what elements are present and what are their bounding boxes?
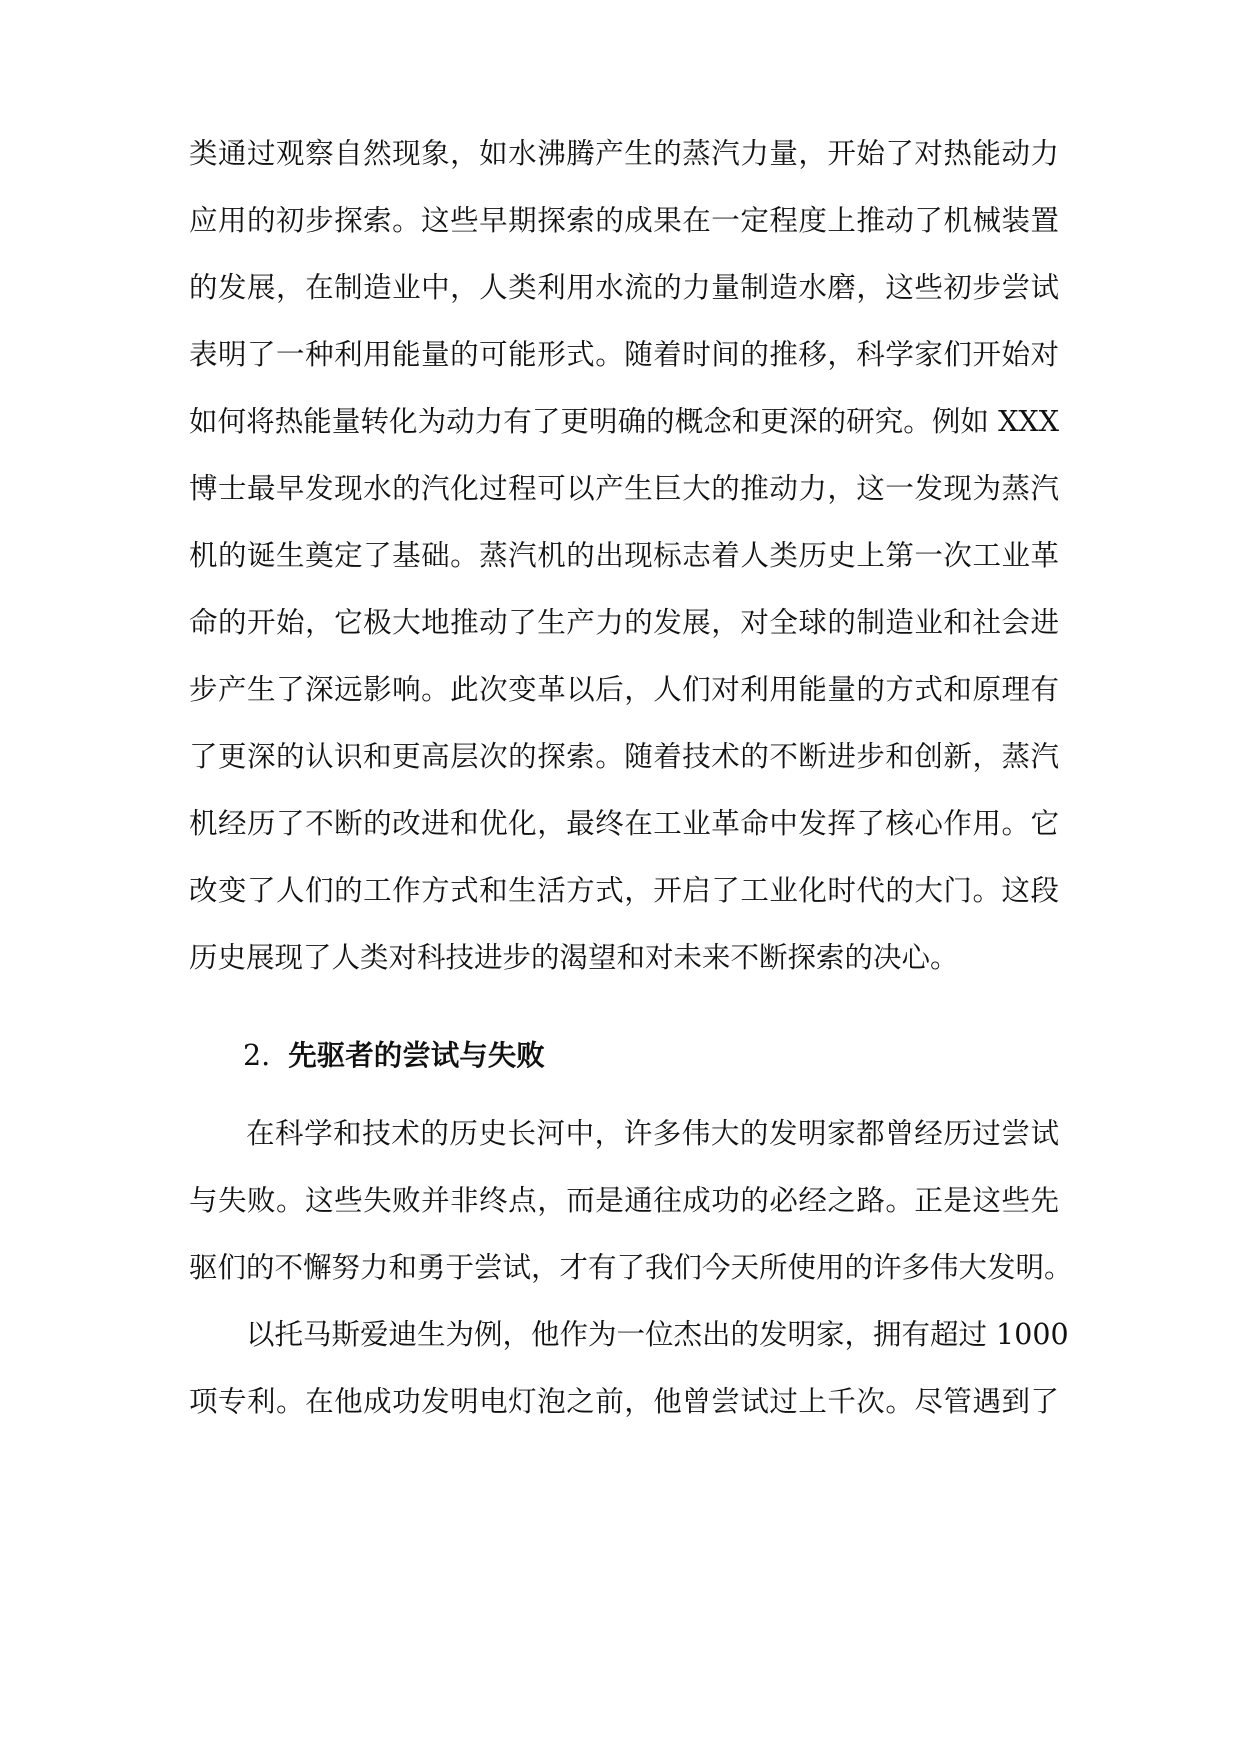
paragraph-1-line-11: 机经历了不断的改进和优化，最终在工业革命中发挥了核心作用。它 [189,807,1059,840]
section-title: 先驱者的尝试与失败 [288,1039,545,1072]
section-number: 2. [243,1039,271,1072]
paragraph-1-line-4: 表明了一种利用能量的可能形式。随着时间的推移，科学家们开始对 [189,338,1059,371]
paragraph-3-line-2: 项专利。在他成功发明电灯泡之前，他曾尝试过上千次。尽管遇到了 [189,1385,1059,1418]
section-heading [243,1036,545,1076]
paragraph-2-line-3: 驱们的不懈努力和勇于尝试，才有了我们今天所使用的许多伟大发明。 [189,1251,1073,1284]
paragraph-1-line-7: 机的诞生奠定了基础。蒸汽机的出现标志着人类历史上第一次工业革 [189,539,1059,572]
paragraph-1-line-13: 历史展现了人类对科技进步的渴望和对未来不断探索的决心。 [189,941,959,974]
paragraph-1-line-3: 的发展，在制造业中，人类利用水流的力量制造水磨，这些初步尝试 [189,271,1059,304]
paragraph-1-line-6: 博士最早发现水的汽化过程可以产生巨大的推动力，这一发现为蒸汽 [189,472,1059,505]
paragraph-3-line-1: 以托马斯爱迪生为例，他作为一位杰出的发明家，拥有超过 1000 [246,1318,1069,1351]
paragraph-2-line-2: 与失败。这些失败并非终点，而是通往成功的必经之路。正是这些先 [189,1184,1059,1217]
paragraph-1-line-10: 了更深的认识和更高层次的探索。随着技术的不断进步和创新，蒸汽 [189,740,1059,773]
paragraph-1-line-8: 命的开始，它极大地推动了生产力的发展，对全球的制造业和社会进 [189,606,1059,639]
paragraph-1-line-1: 类通过观察自然现象，如水沸腾产生的蒸汽力量，开始了对热能动力 [189,137,1059,170]
paragraph-1-line-2: 应用的初步探索。这些早期探索的成果在一定程度上推动了机械装置 [189,204,1059,237]
paragraph-1-line-5: 如何将热能量转化为动力有了更明确的概念和更深的研究。例如 XXX [189,405,1059,438]
paragraph-1-line-12: 改变了人们的工作方式和生活方式，开启了工业化时代的大门。这段 [189,874,1059,907]
paragraph-2-line-1: 在科学和技术的历史长河中，许多伟大的发明家都曾经历过尝试 [246,1117,1059,1150]
paragraph-1-line-9: 步产生了深远影响。此次变革以后，人们对利用能量的方式和原理有 [189,673,1059,706]
